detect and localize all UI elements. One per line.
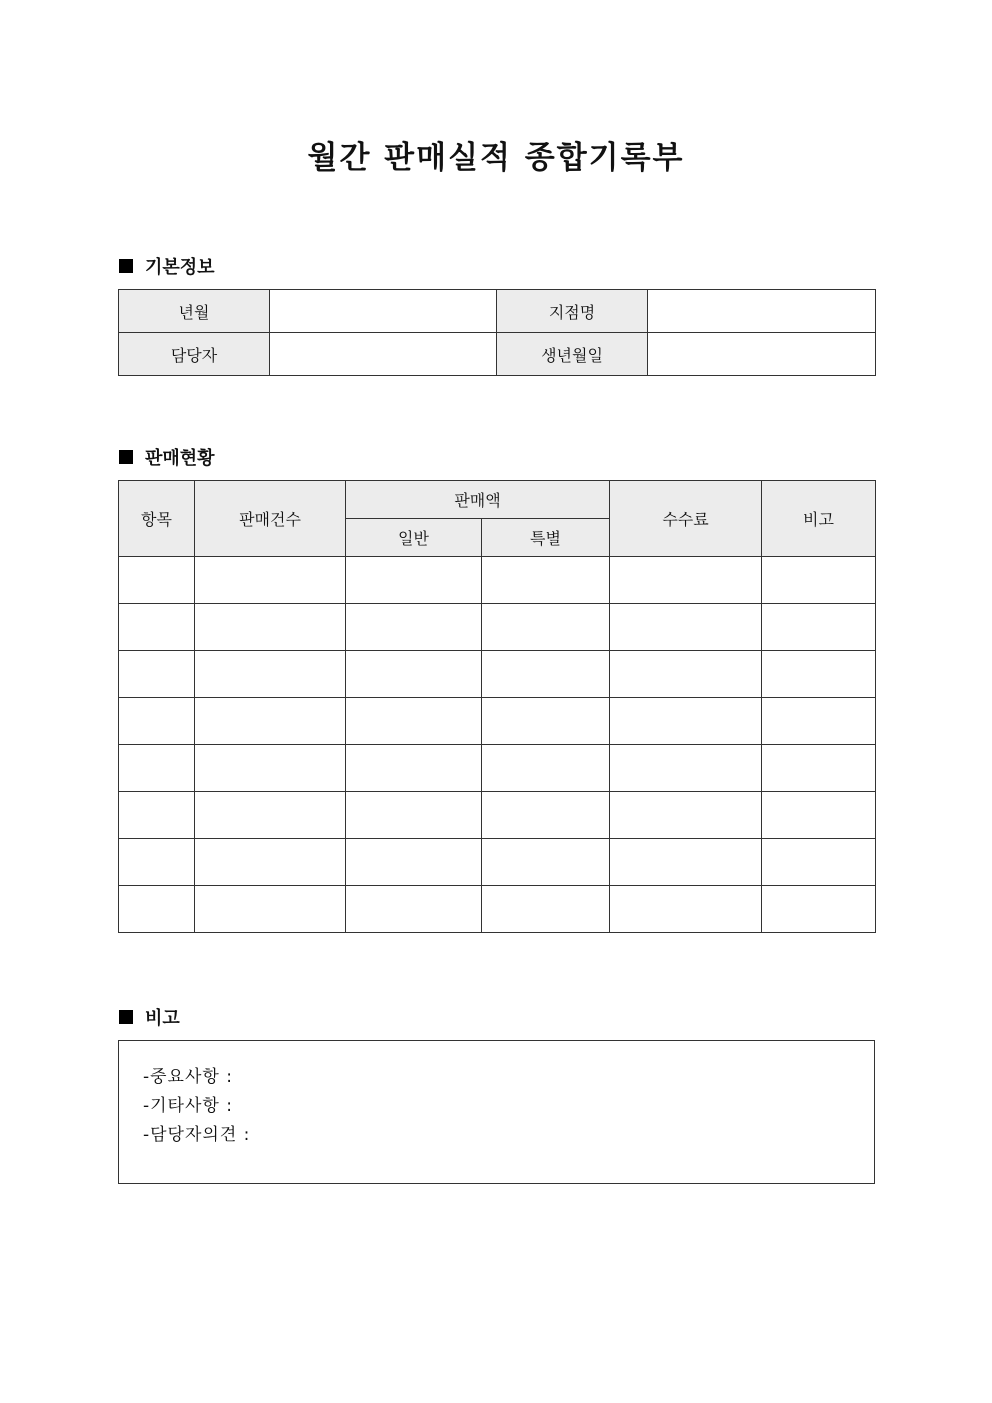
table-row — [119, 839, 876, 886]
header-amount-special: 특별 — [482, 519, 610, 557]
sales-count-cell[interactable] — [195, 745, 346, 792]
item-cell[interactable] — [119, 557, 195, 604]
sales-count-cell[interactable] — [195, 557, 346, 604]
commission-cell[interactable] — [610, 745, 762, 792]
general-amount-cell[interactable] — [346, 886, 482, 933]
item-cell[interactable] — [119, 792, 195, 839]
general-amount-cell[interactable] — [346, 792, 482, 839]
general-amount-cell[interactable] — [346, 698, 482, 745]
header-amount-general: 일반 — [346, 519, 482, 557]
header-sales-amount: 판매액 — [346, 481, 610, 519]
table-row — [119, 698, 876, 745]
sales-count-cell[interactable] — [195, 792, 346, 839]
basic-info-heading-label: 기본정보 — [145, 257, 215, 278]
general-amount-cell[interactable] — [346, 604, 482, 651]
sales-count-cell[interactable] — [195, 651, 346, 698]
table-row — [119, 792, 876, 839]
special-amount-cell[interactable] — [482, 886, 610, 933]
note-cell[interactable] — [762, 557, 876, 604]
item-cell[interactable] — [119, 745, 195, 792]
birth-date-field[interactable] — [648, 333, 876, 376]
table-row — [119, 886, 876, 933]
header-item: 항목 — [119, 481, 195, 557]
item-cell[interactable] — [119, 886, 195, 933]
sales-count-cell[interactable] — [195, 698, 346, 745]
table-row — [119, 333, 876, 376]
label-birth-date: 생년월일 — [497, 333, 648, 376]
branch-name-field[interactable] — [648, 290, 876, 333]
header-sales-count: 판매건수 — [195, 481, 346, 557]
general-amount-cell[interactable] — [346, 557, 482, 604]
sales-status-table — [118, 480, 876, 933]
general-amount-cell[interactable] — [346, 745, 482, 792]
sales-status-heading-label: 판매현황 — [145, 448, 215, 469]
header-note: 비고 — [762, 481, 876, 557]
table-row — [119, 604, 876, 651]
commission-cell[interactable] — [610, 839, 762, 886]
note-cell[interactable] — [762, 792, 876, 839]
special-amount-cell[interactable] — [482, 698, 610, 745]
remarks-heading-label: 비고 — [145, 1008, 180, 1029]
note-cell[interactable] — [762, 839, 876, 886]
note-cell[interactable] — [762, 745, 876, 792]
item-cell[interactable] — [119, 604, 195, 651]
label-year-month: 년월 — [119, 290, 270, 333]
item-cell[interactable] — [119, 651, 195, 698]
remarks-heading — [119, 1004, 180, 1030]
manager-field[interactable] — [270, 333, 497, 376]
special-amount-cell[interactable] — [482, 745, 610, 792]
note-cell[interactable] — [762, 604, 876, 651]
sales-count-cell[interactable] — [195, 839, 346, 886]
sales-status-heading — [119, 444, 215, 470]
note-cell[interactable] — [762, 651, 876, 698]
special-amount-cell[interactable] — [482, 839, 610, 886]
commission-cell[interactable] — [610, 557, 762, 604]
item-cell[interactable] — [119, 839, 195, 886]
sales-count-cell[interactable] — [195, 604, 346, 651]
basic-info-table — [118, 289, 876, 376]
remark-important: -중요사항 : — [143, 1067, 233, 1087]
table-row — [119, 745, 876, 792]
special-amount-cell[interactable] — [482, 604, 610, 651]
general-amount-cell[interactable] — [346, 839, 482, 886]
square-bullet-icon — [119, 259, 133, 273]
table-row — [119, 290, 876, 333]
remarks-box[interactable] — [118, 1040, 875, 1184]
commission-cell[interactable] — [610, 698, 762, 745]
header-commission: 수수료 — [610, 481, 762, 557]
square-bullet-icon — [119, 1010, 133, 1024]
special-amount-cell[interactable] — [482, 557, 610, 604]
sales-count-cell[interactable] — [195, 886, 346, 933]
commission-cell[interactable] — [610, 651, 762, 698]
note-cell[interactable] — [762, 886, 876, 933]
special-amount-cell[interactable] — [482, 651, 610, 698]
item-cell[interactable] — [119, 698, 195, 745]
remark-manager-opinion: -담당자의견 : — [143, 1125, 251, 1145]
commission-cell[interactable] — [610, 604, 762, 651]
year-month-field[interactable] — [270, 290, 497, 333]
note-cell[interactable] — [762, 698, 876, 745]
label-manager: 담당자 — [119, 333, 270, 376]
table-header-row — [119, 481, 876, 519]
page-title: 월간 판매실적 종합기록부 — [307, 140, 685, 176]
special-amount-cell[interactable] — [482, 792, 610, 839]
table-row — [119, 651, 876, 698]
commission-cell[interactable] — [610, 792, 762, 839]
general-amount-cell[interactable] — [346, 651, 482, 698]
commission-cell[interactable] — [610, 886, 762, 933]
basic-info-heading — [119, 253, 215, 279]
table-row — [119, 557, 876, 604]
remark-other: -기타사항 : — [143, 1096, 233, 1116]
label-branch-name: 지점명 — [497, 290, 648, 333]
square-bullet-icon — [119, 450, 133, 464]
